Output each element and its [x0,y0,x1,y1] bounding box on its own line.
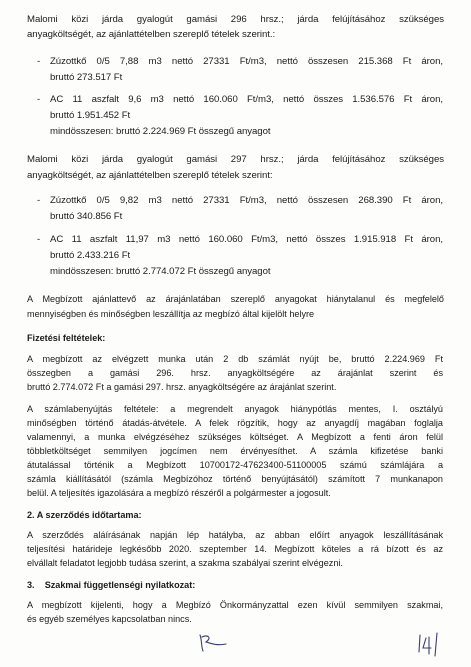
list-item-line: Zúzottkő 0/5 9,82 m3 nettó 27331 Ft/m3, nettó összesen 268.390 Ft áron, [50,195,443,206]
list-item-line: bruttó 1.951.452 Ft [50,110,131,121]
paragraph-line: átutalással történik a Megbízott 10700172-47623400-51100005 számú számlájára a [27,460,443,470]
list-bullet: - [37,94,41,105]
list-item-line: bruttó 2.433.216 Ft [50,250,131,261]
paragraph-line: teljesítési határideje legkésőbb 2020. szeptember 14. Megbízott köteles a rá bízott és az [27,544,443,554]
section-intro-line: Malomi közi járda gyalogút gamási 296 hrsz.; járda felújításához szükséges [27,14,444,25]
paragraph-line: A megbízott az elvégzett munka után 2 db számlát nyújt be, bruttó 2.224.969 Ft [27,354,443,364]
paragraph-line: A megbízott kijelenti, hogy a Megbízó Önkormányzattal ezen kívül semmilyen szakmai, [27,600,443,610]
section-total: mindösszesen: bruttó 2.224.969 Ft összegű anyagot [50,126,271,137]
paragraph-line: számla kiállításától (számla Megbízóhoz történő benyújtásától) számított 7 munkanapon [27,474,443,484]
paragraph-line: elvállalt feladatot legjobb tudása szerint, a szakma szabályai szerint elvégezni. [27,558,343,568]
list-item-line: bruttó 340.856 Ft [50,211,123,222]
paragraph-line: mennyiségben és minőségben leszállítja az megbízó által kijelölt helyre [27,309,315,319]
section-intro-line: anyagköltségét, az ajánlattételben szereplő tételek szerint: [27,170,273,181]
paragraph-line: bruttó 2.774.072 Ft a gamási 297. hrsz. anyagköltségére az árajánlat szerint. [27,382,337,392]
list-item-line: AC 11 aszfalt 11,97 m3 nettó 160.060 Ft/m3, nettó összes 1.915.918 Ft áron, [50,234,443,245]
list-bullet: - [37,195,41,206]
list-item-line: Zúzottkő 0/5 7,88 m3 nettó 27331 Ft/m3, nettó összesen 215.368 Ft áron, [50,56,443,67]
paragraph-line: A szerződés aláírásának napján lép hatályba, az abban előírt anyagok leszállításának [27,530,443,540]
paragraph-line: belül. A teljesítés igazolására a megbízó részéről a polgármester a jogosult. [27,488,331,498]
paragraph-line: és egyéb személyes kapcsolatban nincs. [27,614,192,624]
paragraph-line: összegben a gamási 296. hrsz. anyagköltségére az árajánlat szerint és [27,368,443,378]
section-heading: Fizetési feltételek: [27,333,106,343]
section-heading: 3. Szakmai függetlenségi nyilatkozat: [27,580,196,590]
list-item-line: bruttó 273.517 Ft [50,72,123,83]
paragraph-line: A számlabenyújtás feltétele: a megrendelt anyagok hiánypótlás mentes, I. osztályú [27,404,443,414]
paragraph-line: valamennyi, a munka elvégzéséhez szükséges költséget. A Megbízott a fenti áron felül [27,432,443,442]
list-bullet: - [37,56,41,67]
paragraph-line: A Megbízott ajánlattevő az árajánlatában szereplő anyagokat hiánytalanul és megfelelő [27,294,444,304]
list-bullet: - [37,234,41,245]
section-total: mindösszesen: bruttó 2.774.072 Ft összegű anyagot [50,266,271,277]
paragraph-line: minőségben történő átadás-átvétele. A felek rögzítik, hogy az anyagdíj magában foglalja [27,418,443,428]
section-heading: 2. A szerződés időtartama: [27,510,142,520]
handwritten-page-number [415,630,451,658]
section-intro-line: anyagköltségét, az ajánlattételben szereplő tételek szerint.: [27,29,276,40]
section-intro-line: Malomi közi járda gyalogút gamási 297 hrsz.; járda felújításához szükséges [27,154,444,165]
paragraph-line: többletköltséget semmilyen jogcímen nem érvényesíthet. A számla kifizetése banki [27,446,443,456]
handwritten-initials-signature [196,632,230,654]
list-item-line: AC 11 aszfalt 9,6 m3 nettó 160.060 Ft/m3, nettó összes 1.536.576 Ft áron, [50,94,443,105]
